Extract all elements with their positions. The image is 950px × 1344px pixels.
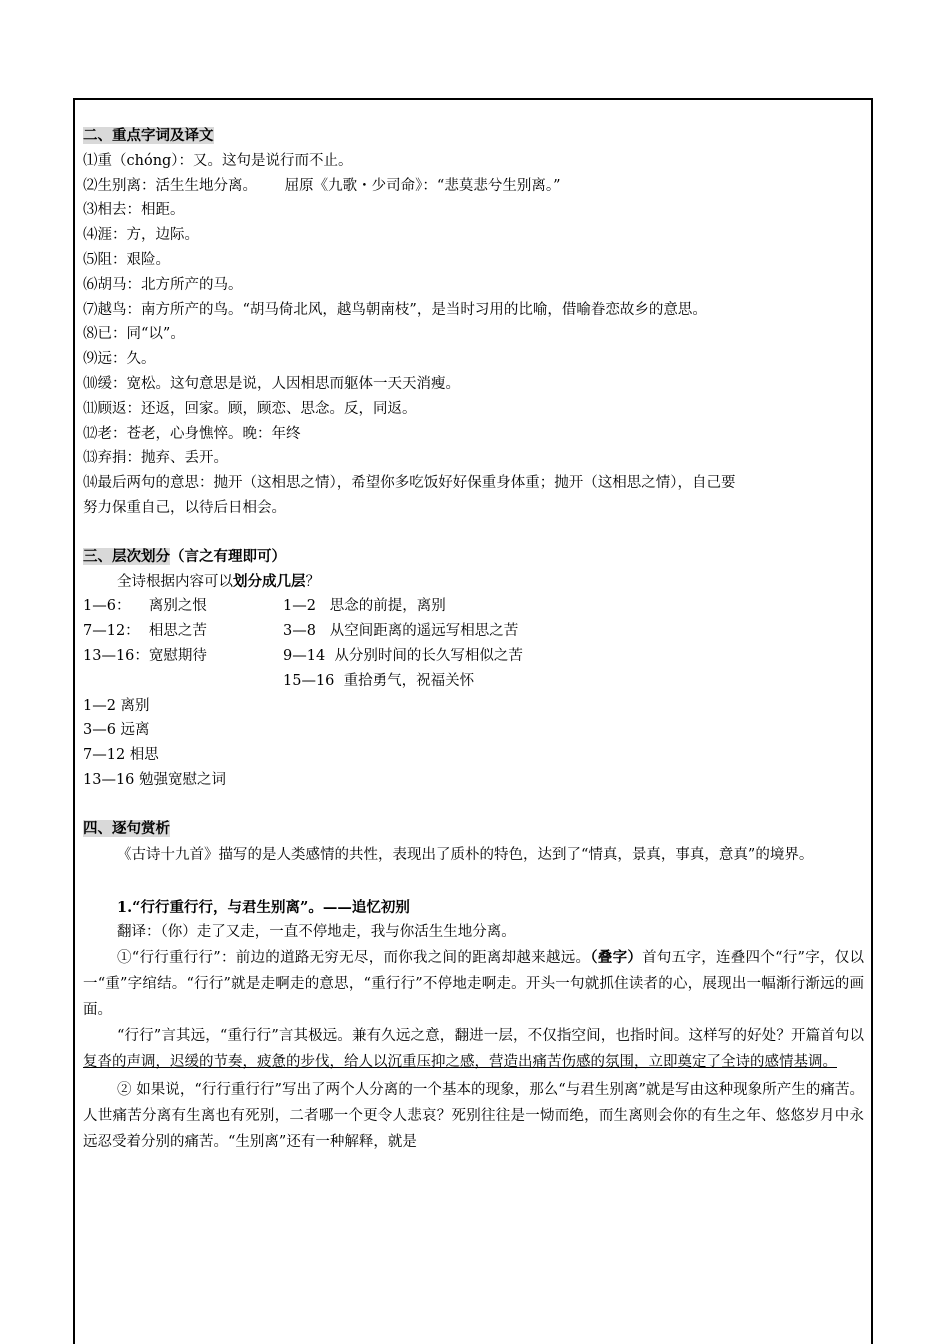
section3-heading: 三、层次划分（言之有理即可）: [83, 547, 286, 565]
analysis-paragraph-3: ② 如果说，“行行重行行”写出了两个人分离的一个基本的现象，那么“与君生别离”就是写由这种现象所产生的痛苦。人世痛苦分离有生离也有死别，二者哪一个更令人悲哀？死别往往是一恸而绝，而生离则会你的有生之年、悠悠岁月中永远忍受着分别的痛苦。“生别离”还有一种解释，就是: [83, 1082, 864, 1151]
list-item: ⑷涯：方，边际。: [83, 227, 199, 244]
layer-row: 15—16 重拾勇气，祝福关怀: [283, 672, 475, 689]
list-item: ⒁最后两句的意思：抛开（这相思之情），希望你多吃饭好好保重身体重；抛开（这相思之情），自己要: [83, 475, 736, 492]
list-item: ⑿老：苍老，心身憔悴。晚：年终: [83, 425, 301, 442]
layer-row: 7—12： 相思之苦 3—8 从空间距离的遥远写相思之苦: [83, 623, 519, 640]
list-item: ⑶相去：相距。: [83, 202, 185, 219]
list-item-continued: 努力保重自己，以待后日相会。: [83, 499, 286, 516]
translation: 翻译：（你）走了又走，一直不停地走，我与你活生生地分离。: [117, 924, 516, 941]
section4-heading: 四、逐句赏析: [83, 819, 170, 837]
document-body: [83, 124, 864, 1155]
list-item: ⑾顾返：还返，回家。顾，顾恋、思念。反，同返。: [83, 400, 417, 417]
alt-layer: 3—6 远离: [83, 722, 150, 739]
list-item: ⑴重（chóng）：又。这句是说行而不止。: [83, 152, 353, 169]
layer-row: 1—6： 离别之恨 1—2 思念的前提，离别: [83, 598, 446, 615]
list-item: ⑺越鸟：南方所产的鸟。“胡马倚北风，越鸟朝南枝”，是当时习用的比喻，借喻眷恋故乡的意思。: [83, 301, 707, 318]
list-item: ⑵生别离：活生生地分离。 屈原《九歌・少司命》：“悲莫悲兮生别离。”: [83, 177, 561, 194]
section2-heading: 二、重点字词及译文: [83, 127, 214, 144]
list-item: ⑹胡马：北方所产的马。: [83, 276, 243, 293]
layer-row: 13—16：宽慰期待 9—14 从分别时间的长久写相似之苦: [83, 647, 523, 664]
alt-layer: 7—12 相思: [83, 747, 159, 764]
list-item: ⑽缓：宽松。这句意思是说，人因相思而躯体一天天消瘦。: [83, 375, 460, 392]
section4-intro: 《古诗十九首》描写的是人类感情的共性，表现出了质朴的特色，达到了“情真，景真，事真，意真”的境界。: [117, 846, 814, 863]
list-item: ⑻已：同“以”。: [83, 326, 185, 343]
subheading-1: 1.“行行重行行，与君生别离”。——追忆初别: [117, 898, 410, 916]
alt-layer: 1—2 离别: [83, 697, 150, 714]
analysis-paragraph-1: ①“行行重行行”：前边的道路无穷无尽，而你我之间的距离却越来越远。（叠字）首句五字，连叠四个“行”字，仅以一“重”字绾结。“行行”就是走啊走的意思，“重行行”不停地走啊走。开头一句就抓住读者的心，展现出一幅渐行渐远的画面。: [83, 949, 865, 1019]
section3-question: 全诗根据内容可以划分成几层？: [117, 572, 320, 590]
analysis-paragraph-2: “行行”言其远，“重行行”言其极远。兼有久远之意，翻进一层，不仅指空间，也指时间。这样写的好处？开篇首句以复沓的声调，迟缓的节奏，疲惫的步伐，给人以沉重压抑之感，营造出痛苦伤感的氛围，立即奠定了全诗的感情基调。: [83, 1028, 864, 1071]
list-item: ⑼远：久。: [83, 351, 156, 368]
alt-layer: 13—16 勉强宽慰之词: [83, 771, 227, 788]
list-item: ⒀弃捐：抛弃、丢开。: [83, 450, 228, 467]
list-item: ⑸阻：艰险。: [83, 251, 170, 268]
